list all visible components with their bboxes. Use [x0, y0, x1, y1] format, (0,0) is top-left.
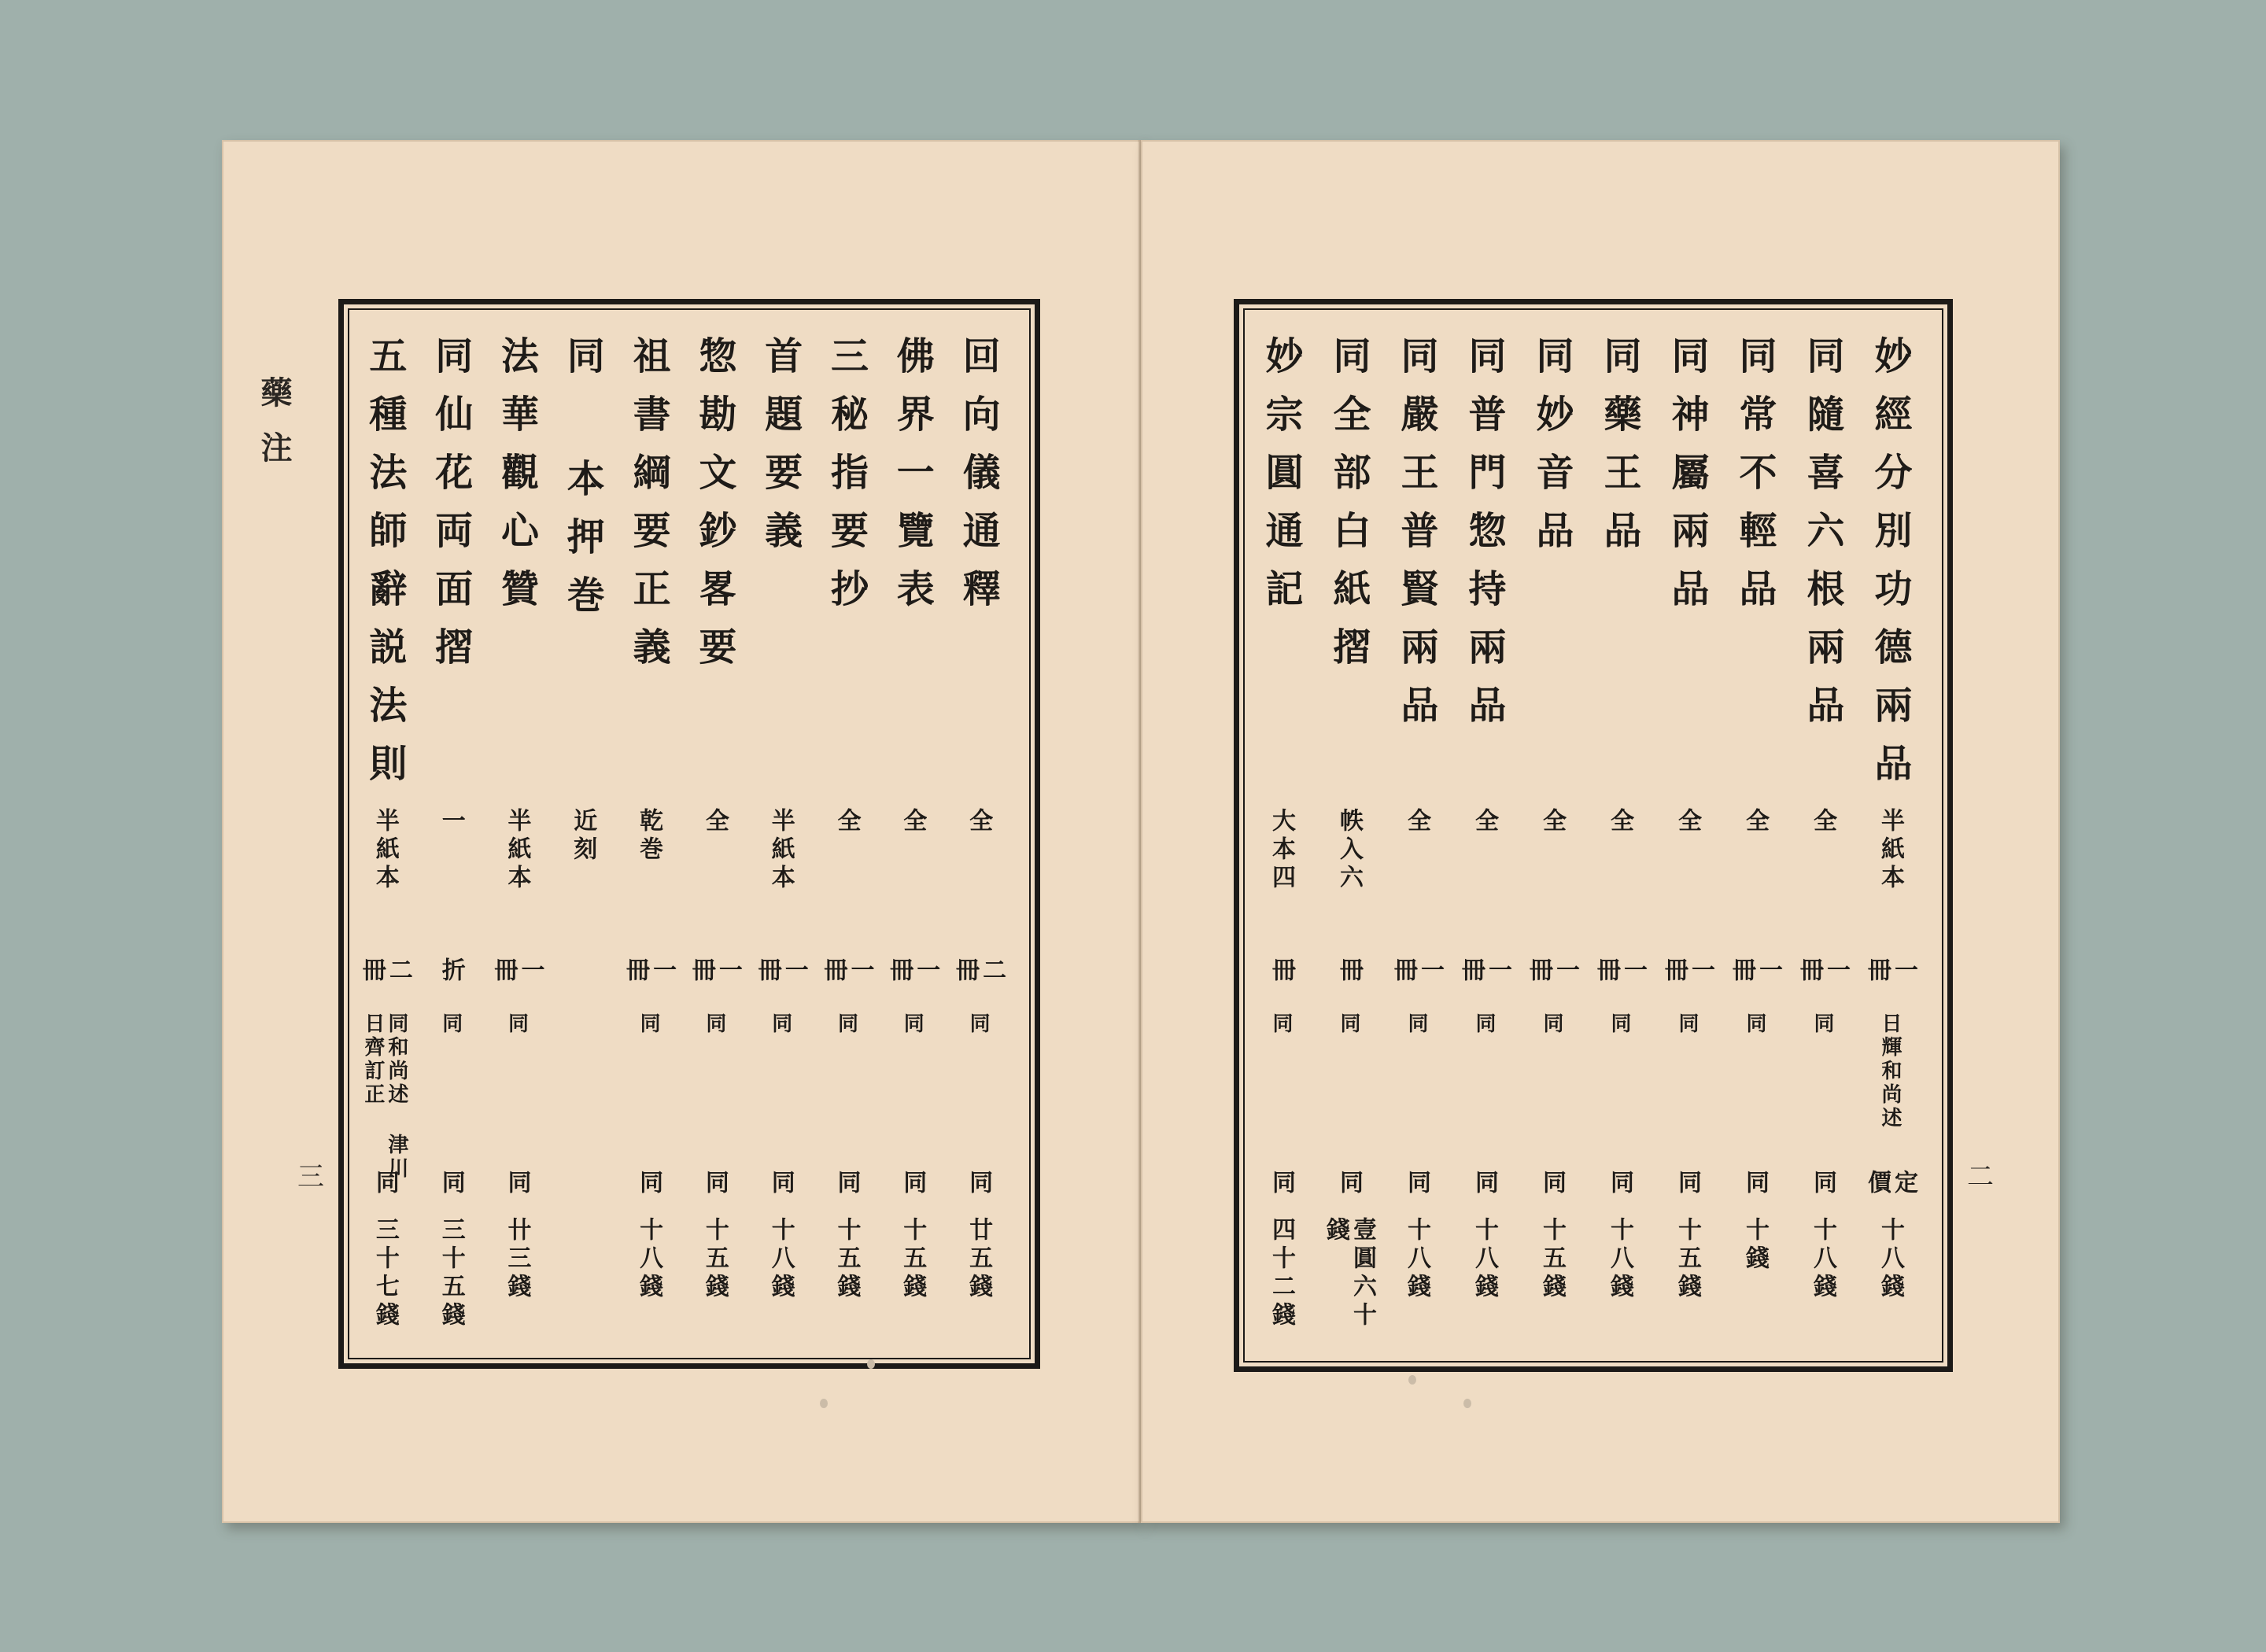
entry-title: 惣勘文鈔畧要 — [692, 336, 736, 685]
entry-author: 同 — [834, 1012, 858, 1036]
entry-author: 同 — [900, 1012, 924, 1036]
entry-title: 同藥王品 — [1597, 336, 1641, 569]
entry-format: 全 — [899, 808, 927, 836]
entry-author: 同 — [1607, 1012, 1631, 1036]
entry-price: 卄三錢 — [503, 1217, 531, 1302]
catalog-entry — [684, 336, 745, 1335]
entry-price-label: 同 — [1471, 1170, 1498, 1198]
entry-title: 祖書綱要正義 — [626, 336, 671, 685]
entry-volumes: 二冊 — [357, 957, 412, 986]
entry-author: 同 — [637, 1012, 661, 1036]
entry-title: 同嚴王普賢兩品 — [1394, 336, 1438, 743]
entry-title: 同常不輕品 — [1733, 336, 1777, 627]
catalog-entry — [1792, 336, 1853, 1335]
paper-hole — [867, 1359, 875, 1369]
entry-volumes: 一冊 — [1795, 957, 1850, 986]
entry-author: 同 — [438, 1012, 463, 1036]
entry-format: 全 — [1606, 808, 1633, 836]
entry-author: 同 — [1540, 1012, 1563, 1036]
entry-format: 全 — [1809, 808, 1836, 836]
entry-price-label: 同 — [437, 1170, 465, 1198]
entry-price-label: 同 — [965, 1170, 993, 1198]
entry-volumes: 一冊 — [1863, 957, 1917, 986]
entry-price: 十八錢 — [1606, 1217, 1633, 1302]
entry-price: 十五錢 — [899, 1217, 927, 1302]
entry-title: 法華觀心贊 — [494, 336, 539, 627]
entry-volumes: 一冊 — [819, 957, 874, 986]
entry-price: 十五錢 — [1538, 1217, 1566, 1302]
entry-format: 全 — [1471, 808, 1498, 836]
entry-volumes: 一冊 — [753, 957, 808, 986]
entry-format: 一 — [437, 808, 465, 836]
paper-hole — [1408, 1375, 1416, 1385]
entry-format: 帙入六 — [1335, 808, 1363, 893]
entry-title: 五種法師辭説法則 — [362, 336, 407, 802]
entry-price-label: 同 — [1674, 1170, 1701, 1198]
entry-volumes: 折 — [437, 957, 465, 986]
catalog-frame — [338, 299, 1040, 1369]
entry-price: 十八錢 — [1403, 1217, 1430, 1302]
entry-price-label: 同 — [1538, 1170, 1566, 1198]
entry-price-label: 同 — [1809, 1170, 1836, 1198]
entry-price: 四十二錢 — [1268, 1217, 1295, 1330]
entry-title: 回向儀通釋 — [956, 336, 1001, 627]
entry-format: 半紙本 — [1877, 808, 1904, 893]
entry-volumes: 一冊 — [687, 957, 742, 986]
entry-volumes: 一冊 — [622, 957, 677, 986]
entry-price: 十八錢 — [635, 1217, 663, 1302]
entry-volumes: 二冊 — [951, 957, 1006, 986]
entry-price-label: 同 — [899, 1170, 927, 1198]
entry-title: 首題要義 — [758, 336, 803, 569]
entry-title: 同全部白紙摺 — [1327, 336, 1371, 685]
catalog-entry — [1386, 336, 1447, 1335]
entry-format: 全 — [1538, 808, 1566, 836]
entry-price: 廿五錢 — [965, 1217, 993, 1302]
catalog-entry — [618, 336, 679, 1335]
catalog-entry — [1453, 336, 1515, 1335]
entry-format: 全 — [700, 808, 729, 836]
entry-format: 全 — [1403, 808, 1430, 836]
catalog-entry — [1250, 336, 1312, 1335]
catalog-entry — [1521, 336, 1582, 1335]
catalog-entry — [816, 336, 877, 1335]
catalog-entry — [552, 336, 613, 1335]
entry-price-label: 同 — [371, 1170, 399, 1198]
entry-author: 同 — [1269, 1012, 1293, 1036]
entry-title: 佛界一覽表 — [890, 336, 935, 627]
page-number: 三 — [297, 1161, 324, 1193]
catalog-entry — [947, 336, 1009, 1335]
entry-title: 同神屬兩品 — [1665, 336, 1709, 627]
entry-format: 全 — [965, 808, 993, 836]
catalog-entry — [1589, 336, 1650, 1335]
entry-volumes: 一冊 — [1389, 957, 1444, 986]
entry-format: 全 — [832, 808, 861, 836]
catalog-entry — [750, 336, 811, 1335]
entry-price-label: 同 — [1403, 1170, 1430, 1198]
catalog-entry — [881, 336, 943, 1335]
entry-format: 近刻 — [569, 808, 597, 865]
entry-format: 全 — [1741, 808, 1769, 836]
entry-format: 半紙本 — [503, 808, 531, 893]
entry-author: 同 — [1472, 1012, 1496, 1036]
entry-volumes: 一冊 — [1525, 957, 1579, 986]
catalog-entry — [1318, 336, 1379, 1335]
entry-price: 十五錢 — [832, 1217, 861, 1302]
entry-price-label: 同 — [766, 1170, 795, 1198]
entry-price-label: 同 — [1606, 1170, 1633, 1198]
entry-volumes: 一冊 — [1592, 957, 1647, 986]
page-number: 二 — [1967, 1161, 1994, 1193]
catalog-frame — [1234, 299, 1953, 1372]
entry-format: 全 — [1674, 808, 1701, 836]
entry-volumes: 一冊 — [1728, 957, 1782, 986]
entry-author: 同和尚述 津川日齊訂正 — [360, 1012, 408, 1181]
catalog-entry — [486, 336, 548, 1335]
catalog-entry — [1656, 336, 1718, 1335]
entry-title: 三秘指要抄 — [824, 336, 869, 627]
entry-volumes: 冊 — [1335, 957, 1363, 986]
left-page — [222, 140, 1141, 1523]
entry-price: 十五錢 — [700, 1217, 729, 1302]
entry-price: 十八錢 — [1471, 1217, 1498, 1302]
entry-author: 同 — [504, 1012, 529, 1036]
entry-title: 同普門惣持兩品 — [1462, 336, 1506, 743]
entry-price: 三十七錢 — [371, 1217, 399, 1330]
page-header: 藥注 — [256, 376, 293, 486]
entry-price: 壹圓六十錢 — [1322, 1217, 1376, 1330]
entry-price-label: 同 — [1741, 1170, 1769, 1198]
entry-author: 同 — [702, 1012, 726, 1036]
entry-volumes: 一冊 — [1660, 957, 1714, 986]
catalog-entry — [354, 336, 415, 1335]
entry-price-label: 同 — [1268, 1170, 1295, 1198]
entry-volumes: 一冊 — [489, 957, 544, 986]
entry-title: 同妙音品 — [1530, 336, 1574, 569]
entry-format: 大本四 — [1268, 808, 1295, 893]
entry-author: 同 — [966, 1012, 991, 1036]
entry-price: 十八錢 — [1877, 1217, 1904, 1302]
entry-price-label: 同 — [700, 1170, 729, 1198]
entry-price-label: 同 — [503, 1170, 531, 1198]
entry-price-label: 同 — [1335, 1170, 1363, 1198]
entry-title: 妙宗圓通記 — [1259, 336, 1303, 627]
paper-hole — [1463, 1399, 1471, 1408]
entry-price: 十五錢 — [1674, 1217, 1701, 1302]
entry-volumes: 一冊 — [1457, 957, 1511, 986]
entry-author: 同 — [768, 1012, 792, 1036]
entry-format: 半紙本 — [371, 808, 399, 893]
entry-volumes: 一冊 — [885, 957, 940, 986]
entry-author: 同 — [1743, 1012, 1766, 1036]
entry-author: 同 — [1810, 1012, 1834, 1036]
entry-price-label: 同 — [635, 1170, 663, 1198]
entry-price-label: 同 — [832, 1170, 861, 1198]
entry-price: 十八錢 — [766, 1217, 795, 1302]
entry-format: 乾巻 — [635, 808, 663, 865]
entry-title: 同 本押巻 — [560, 336, 605, 633]
catalog-entry — [420, 336, 482, 1335]
catalog-entry — [1859, 336, 1921, 1335]
entry-author: 同 — [1404, 1012, 1428, 1036]
right-page — [1141, 140, 2060, 1523]
entry-volumes: 冊 — [1268, 957, 1295, 986]
paper-hole — [820, 1399, 828, 1408]
entry-price: 十八錢 — [1809, 1217, 1836, 1302]
entry-title: 同隨喜六根兩品 — [1800, 336, 1844, 743]
entry-author: 日輝和尚述 — [1878, 1012, 1902, 1130]
entry-title: 同仙花両面摺 — [428, 336, 473, 685]
entry-author: 同 — [1675, 1012, 1699, 1036]
entry-title: 妙經分別功德兩品 — [1868, 336, 1912, 802]
entry-price: 十錢 — [1741, 1217, 1769, 1274]
entry-price: 三十五錢 — [437, 1217, 465, 1330]
catalog-entry — [1724, 336, 1785, 1335]
entry-format: 半紙本 — [766, 808, 795, 893]
entry-price-label: 定價 — [1863, 1170, 1917, 1198]
entry-author: 同 — [1337, 1012, 1360, 1036]
